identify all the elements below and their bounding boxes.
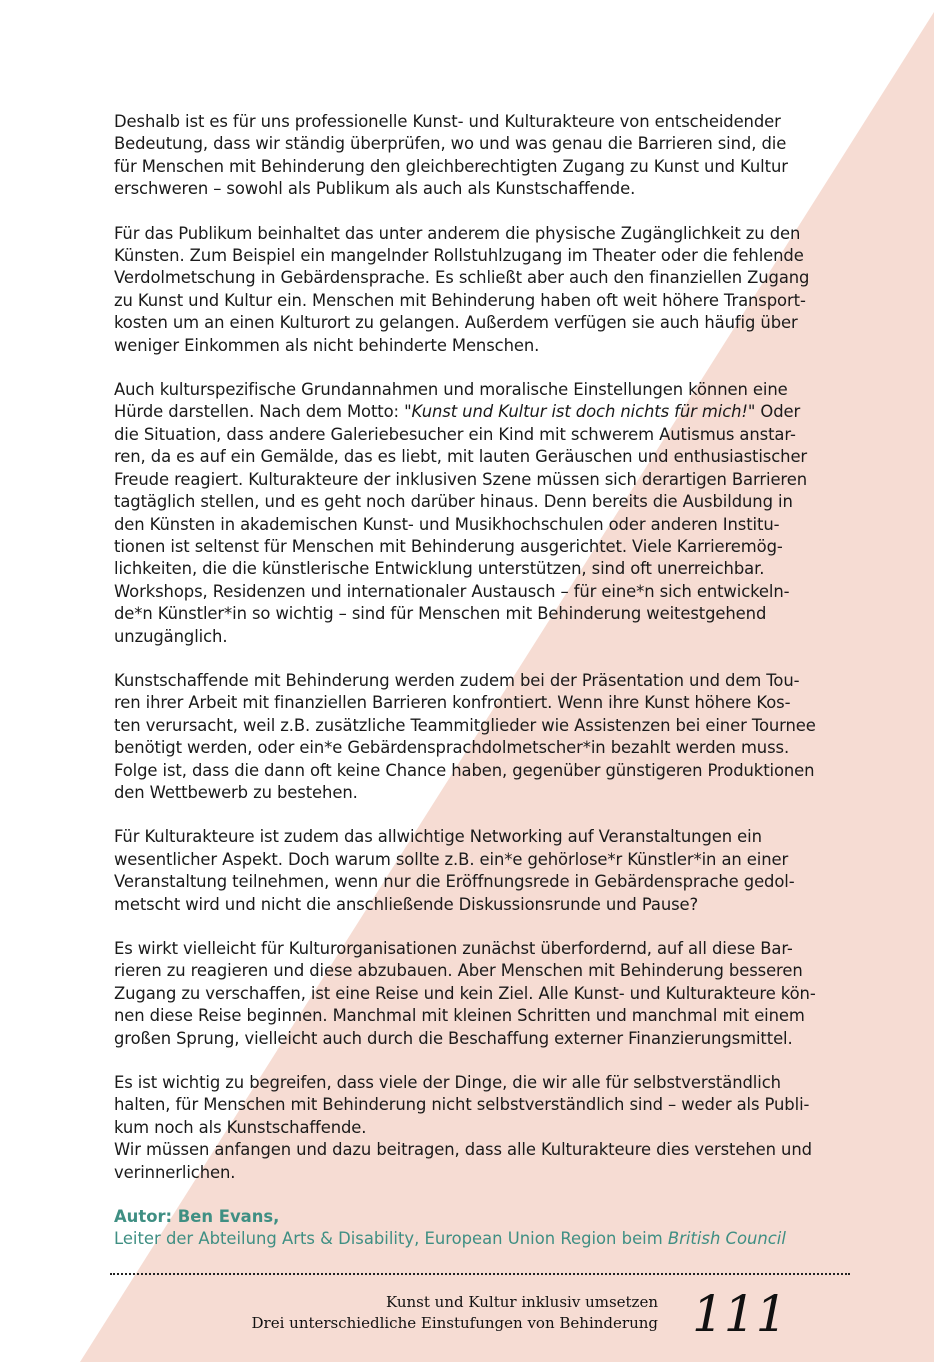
footer-chapter-title: Drei unterschiedliche Einstufungen von Behinderung bbox=[251, 1314, 658, 1332]
text-line: großen Sprung, vielleicht auch durch die Beschaffung externer Finanzierungsmittel. bbox=[114, 1028, 793, 1048]
text-line: metscht wird und nicht die anschließende Diskussionsrunde und Pause? bbox=[114, 894, 699, 914]
text-line: den Künsten in akademischen Kunst- und Musikhochschulen oder anderen Institu- bbox=[114, 514, 780, 534]
paragraph-6 bbox=[114, 938, 854, 1050]
text-line: halten, für Menschen mit Behinderung nicht selbstverständlich sind – weder als Publi- bbox=[114, 1095, 810, 1115]
text-line: Verdolmetschung in Gebärdensprache. Es schließt aber auch den finanziellen Zugang bbox=[114, 268, 810, 288]
text-line: Freude reagiert. Kulturakteure der inklusiven Szene müssen sich derartigen Barrieren bbox=[114, 469, 807, 489]
text-line: für Menschen mit Behinderung den gleichberechtigten Zugang zu Kunst und Kultur bbox=[114, 156, 788, 176]
paragraph-2 bbox=[114, 223, 854, 357]
author-block bbox=[114, 1206, 854, 1251]
author-role bbox=[114, 1229, 786, 1248]
text-line: verinnerlichen. bbox=[114, 1162, 236, 1182]
text-line: Auch kulturspezifische Grundannahmen und moralische Einstellungen können eine bbox=[114, 380, 788, 400]
paragraph-1 bbox=[114, 111, 854, 201]
paragraph-3 bbox=[114, 379, 854, 648]
text-line: kosten um an einen Kulturort zu gelangen. Außerdem verfügen sie auch häufig über bbox=[114, 313, 798, 333]
text-line: lichkeiten, die die künstlerische Entwicklung unterstützen, sind oft unerreichbar. bbox=[114, 559, 765, 579]
text-line: Deshalb ist es für uns professionelle Kunst- und Kulturakteure von entscheidender bbox=[114, 112, 781, 131]
text-line: tagtäglich stellen, und es geht noch darüber hinaus. Denn bereits die Ausbildung in bbox=[114, 492, 793, 512]
author-role-text: Leiter der Abteilung Arts & Disability, European Union Region beim bbox=[114, 1229, 668, 1249]
text-line: Für Kulturakteure ist zudem das allwichtige Networking auf Veranstaltungen ein bbox=[114, 827, 762, 847]
paragraph-7 bbox=[114, 1072, 854, 1184]
text-line: Bedeutung, dass wir ständig überprüfen, wo und was genau die Barrieren sind, die bbox=[114, 134, 787, 154]
author-organization: British Council bbox=[667, 1229, 786, 1249]
text-line: kum noch als Kunstschaffende. bbox=[114, 1117, 367, 1137]
text-line: wesentlicher Aspekt. Doch warum sollte z.B. ein*e gehörlose*r Künstler*in an einer bbox=[114, 849, 789, 869]
text-line: Workshops, Residenzen und internationaler Austausch – für eine*n sich entwickeln- bbox=[114, 581, 790, 601]
text-line: ten verursacht, weil z.B. zusätzliche Teammitglieder wie Assistenzen bei einer Tournee bbox=[114, 715, 816, 735]
text-line: Kunstschaffende mit Behinderung werden zudem bei der Präsentation und dem Tou- bbox=[114, 670, 800, 690]
text-line: unzugänglich. bbox=[114, 626, 228, 646]
text-line: de*n Künstler*in so wichtig – sind für Menschen mit Behinderung weitestgehend bbox=[114, 604, 767, 624]
footer-titles bbox=[252, 1292, 658, 1334]
text-line: rieren zu reagieren und diese abzubauen. Aber Menschen mit Behinderung besseren bbox=[114, 961, 803, 981]
author-name: Autor: Ben Evans, bbox=[114, 1207, 280, 1227]
motto-quote: "Kunst und Kultur ist doch nichts für mich!" bbox=[404, 402, 756, 422]
text-line: Künsten. Zum Beispiel ein mangelnder Rollstuhlzugang im Theater oder die fehlende bbox=[114, 246, 804, 266]
text-line: Veranstaltung teilnehmen, wenn nur die Eröffnungsrede in Gebärdensprache gedol- bbox=[114, 872, 795, 892]
text-line: nen diese Reise beginnen. Manchmal mit kleinen Schritten und manchmal mit einem bbox=[114, 1006, 805, 1026]
text-line: ren ihrer Arbeit mit finanziellen Barrieren konfrontiert. Wenn ihre Kunst höhere Kos- bbox=[114, 693, 791, 713]
text-line: Folge ist, dass die dann oft keine Chance haben, gegenüber günstigeren Produktionen bbox=[114, 760, 815, 780]
text-line: Es wirkt vielleicht für Kulturorganisationen zunächst überfordernd, auf all diese Bar- bbox=[114, 939, 793, 958]
paragraph-4 bbox=[114, 670, 854, 804]
text-line: Oder bbox=[755, 402, 801, 422]
page-number: 111 bbox=[692, 1285, 788, 1343]
text-line: den Wettbewerb zu bestehen. bbox=[114, 782, 358, 802]
text-line: weniger Einkommen als nicht behinderte Menschen. bbox=[114, 335, 540, 355]
text-line: Zugang zu verschaffen, ist eine Reise und kein Ziel. Alle Kunst- und Kulturakteure kön- bbox=[114, 983, 816, 1003]
text-line: Hürde darstellen. Nach dem Motto: bbox=[114, 402, 405, 422]
footer-divider bbox=[110, 1273, 850, 1275]
text-line: tionen ist seltenst für Menschen mit Behinderung ausgerichtet. Viele Karrieremög- bbox=[114, 536, 783, 556]
text-line: benötigt werden, oder ein*e Gebärdensprachdolmetscher*in bezahlt werden muss. bbox=[114, 738, 790, 758]
article-body bbox=[114, 111, 854, 1251]
text-line: ren, da es auf ein Gemälde, das es liebt, mit lauten Geräuschen und enthusiastischer bbox=[114, 447, 808, 467]
text-line: Es ist wichtig zu begreifen, dass viele der Dinge, die wir alle für selbstverständlich bbox=[114, 1073, 781, 1093]
text-line: Für das Publikum beinhaltet das unter anderem die physische Zugänglichkeit zu den bbox=[114, 223, 801, 243]
paragraph-5 bbox=[114, 826, 854, 916]
text-line: Wir müssen anfangen und dazu beitragen, dass alle Kulturakteure dies verstehen und bbox=[114, 1140, 812, 1160]
text-line: die Situation, dass andere Galeriebesucher ein Kind mit schwerem Autismus anstar- bbox=[114, 424, 796, 444]
text-line: zu Kunst und Kultur ein. Menschen mit Behinderung haben oft weit höhere Transport- bbox=[114, 290, 806, 310]
footer-book-title: Kunst und Kultur inklusiv umsetzen bbox=[385, 1293, 658, 1311]
text-line: erschweren – sowohl als Publikum als auch als Kunstschaffende. bbox=[114, 179, 636, 199]
